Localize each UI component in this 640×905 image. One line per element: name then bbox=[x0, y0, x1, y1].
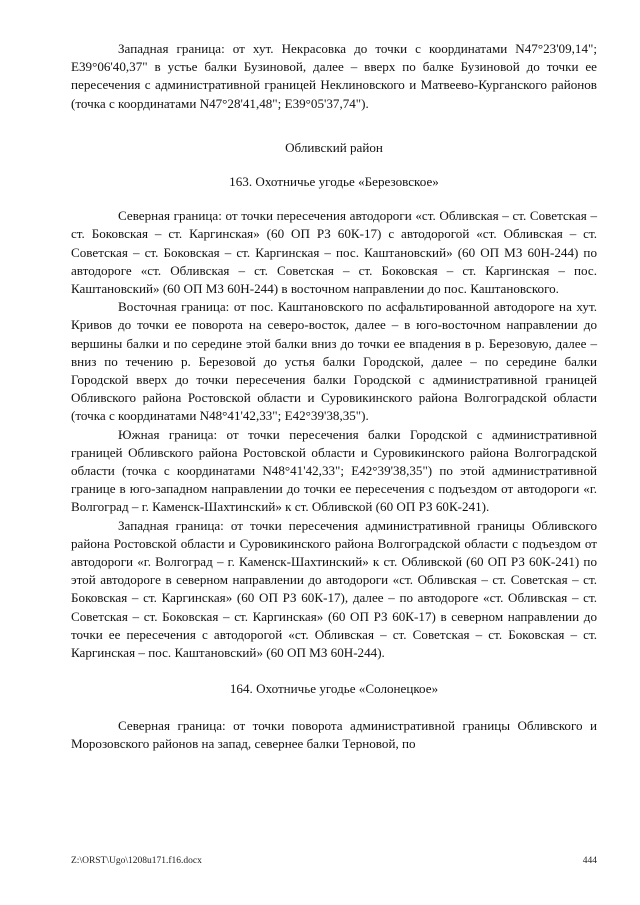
paragraph-east-border: Восточная граница: от пос. Каштановского по асфальтированной автодороге на хут. Кривов до точки ее поворота на северо-восток, далее – в юго-восточном направлении до вершины балки и по середине этой балки вниз до точки ее впадения в р. Березовую, далее – вниз по течению р. Березовой до устья балки Городской, далее – по середине балки Городской вверх до точки пересечения балки Городской с административной границей Обливского района Ростовской области и Суровикинского района Волгоградской области (точка с координатами N48°41'42,33"; E42°39'38,35"). bbox=[71, 299, 597, 424]
hunting-ground-heading-163: 163. Охотничье угодье «Березовское» bbox=[229, 174, 439, 190]
document-page bbox=[71, 40, 597, 753]
paragraph-south-border: Южная граница: от точки пересечения балки Городской с административной границей Обливского района Ростовской области и Суровикинского района Волгоградской области (точка с координатами N48°41'42,33"; E42°39'38,35") по этой административной границе в юго-западном направлении до точки ее пересечения с подъездом от автодороги «г. Волгоград – г. Каменск-Шахтинский» к ст. Обливской (60 ОП РЗ 60К-241). bbox=[71, 426, 597, 515]
paragraph-west-border-previous: Западная граница: от хут. Некрасовка до точки с координатами N47°23'09,14"; E39°06'40,37" в устье балки Бузиновой, далее – вверх по балке Бузиновой до точки ее пересечения с административной границей Неклиновского и Матвеево-Курганского районов (точка с координатами N47°28'41,48"; E39°05'37,74"). bbox=[71, 41, 597, 111]
district-heading: Обливский район bbox=[285, 139, 383, 155]
paragraph-north-border: Северная граница: от точки пересечения автодороги «ст. Обливская – ст. Советская – ст. Боковская – ст. Каргинская» (60 ОП РЗ 60К-17) с автодорогой «ст. Обливская – ст. Советская – ст. Боковская – ст. Каргинская – пос. Каштановский» (60 ОП МЗ 60Н-244) по автодороге «ст. Обливская – ст. Советская – ст. Боковская – ст. Каргинская – пос. Каштановский» (60 ОП МЗ 60Н-244) в восточном направлении до пос. Каштановского. bbox=[71, 208, 597, 297]
paragraph-west-border: Западная граница: от точки пересечения административной границы Обливского района Ростовской области и Суровикинского района Волгоградской области с подъездом от автодороги «г. Волгоград – г. Каменск-Шахтинский» к ст. Обливской (60 ОП РЗ 60К-241) по этой автодороге в северном направлении до автодороги «ст. Обливская – ст. Советская – ст. Боковская – ст. Каргинская» (60 ОП РЗ 60К-17), далее – по автодороге «ст. Обливская – ст. Советская – ст. Боковская – ст. Каргинская» (60 ОП РЗ 60К-17) в северном направлении до точки ее пересечения с автодорогой «ст. Обливская – ст. Советская – ст. Боковская – ст. Каргинская – пос. Каштановский» (60 ОП МЗ 60Н-244). bbox=[71, 517, 597, 661]
file-path: Z:\ORST\Ugo\1208u171.f16.docx bbox=[71, 856, 202, 866]
hunting-ground-heading-164: 164. Охотничье угодье «Солонецкое» bbox=[229, 681, 439, 697]
paragraph-north-border-164: Северная граница: от точки поворота административной границы Обливского и Морозовского районов на запад, севернее балки Терновой, по bbox=[71, 717, 597, 751]
page-number: 444 bbox=[582, 856, 597, 866]
